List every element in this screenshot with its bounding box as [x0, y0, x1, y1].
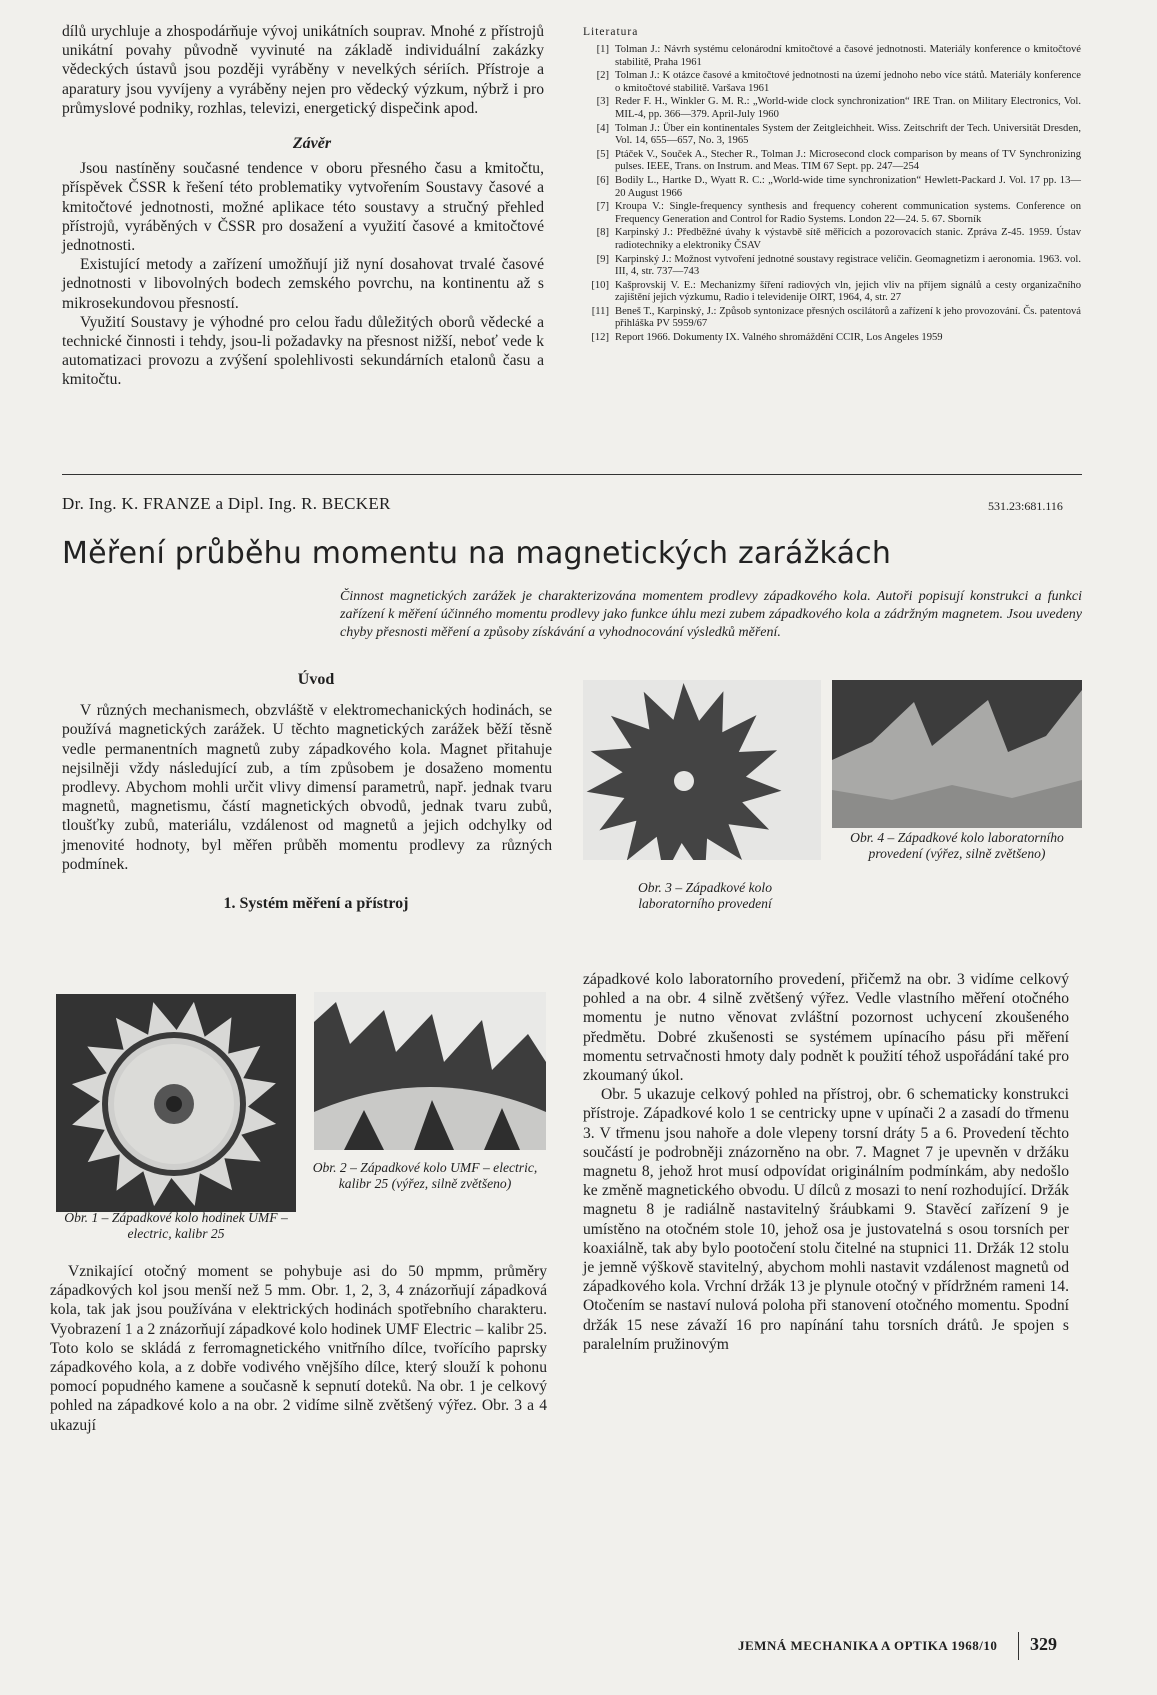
literature-item-text: Ptáček V., Souček A., Stecher R., Tolman J.: Microsecond clock comparison by means of TV Synchronizing pulses. IEEE, Trans. on Instrum. and Meas. TIM 67 Sept. pp. 247—254	[615, 148, 1081, 173]
literature-item	[583, 201, 1081, 226]
right-paragraph-1: západkové kolo laboratorního provedení, přičemž na obr. 3 vidíme celkový pohled a na obr. 4 silně zvětšený výřez. Vedle vlastního měření otočného momentu je nutno věnovat zvláštní pozornost uchycení zkoušeného předmětu. Dobré zkušenosti se systémem upínacího pásu při měření momentu setrvačnosti hmoty daly podnět k použití téhož uspořádání také pro zkoumaný úkol.	[583, 971, 1069, 1085]
literature-list	[583, 44, 1081, 345]
literature-item-number: [4]	[596, 122, 609, 134]
literature-item-text: Tolman J.: K otázce časové a kmitočtové jednotnosti na území jednoho nebo více států. Materiály konference o kmitočtové stabilitě. Varšava 1961	[615, 70, 1081, 94]
literature-item-text: Karpinský J.: Možnost vytvoření jednotné soustavy registrace veličin. Geomagnetizm i aeronomia. 1963. vol. III, 4, str. 737—743	[615, 253, 1081, 278]
left-bottom-paragraph: Vznikající otočný moment se pohybuje asi do 50 mpmm, průměry západkových kol jsou menší než 5 mm. Obr. 1, 2, 3, 4 znázorňují západková kola, tak jak jsou používána v elektrických hodinách spotřebního charakteru. Vyobrazení 1 a 2 znázorňují západkové kolo hodinek UMF Electric – kalibr 25. Toto kolo se skládá z ferromagnetického vnitřního dílce, tvořícího paprsky západkového kola, a z dobře vodivého vnějšího dílce, který slouží k pohonu pomocí popudného kamene a současně k sepnutí doteků. Na obr. 1 je celkový pohled na západkové kolo a na obr. 2 vidíme silně zvětšený výřez. Obr. 3 a 4 ukazují	[50, 1263, 547, 1434]
page-number: 329	[1030, 1634, 1057, 1654]
continuation-paragraph: dílů urychluje a zhospodárňuje vývoj unikátních souprav. Mnohé z přístrojů unikátní povahy původně vyvinuté na základě individuální zakázky vědeckých ústavů jsou později vyráběny v nevelkých sériích. Přístroje a aparatury jsou vyvíjeny a vyráběny nejen pro vědecký výzkum, nýbrž i pro průmyslové podniky, rozhlas, televizi, energetický dispečink apod.	[62, 23, 544, 117]
literature-section	[583, 26, 1081, 346]
article-abstract: Činnost magnetických zarážek je charakterizována momentem prodlevy západkového kola. Autoři popisují konstrukci a funkci zařízení k měření účinného momentu prodlevy jako funkce úhlu mezi zubem západkového kola a zádržným magnetem. Jsou uvedeny chyby přesnosti měření a způsoby získávání a vyhodnocování výsledků měření.	[340, 589, 1082, 640]
literature-item-number: [6]	[596, 174, 609, 186]
literature-item-number: [3]	[596, 96, 609, 108]
figure-1-photo	[56, 994, 296, 1212]
literature-item	[583, 280, 1081, 305]
literature-item	[583, 96, 1081, 121]
literature-item-text: Tolman J.: Návrh systému celonárodní kmitočtové a časové jednotnosti. Materiály konference o kmitočtové stabilitě, Praha 1961	[615, 44, 1081, 68]
literature-item-text: Beneš T., Karpinský, J.: Způsob syntonizace přesných oscilátorů a zařízení k jeho provozování. Čs. patentová přihláška PV 5959/67	[615, 305, 1081, 330]
lab-ratchet-wheel-image	[583, 680, 821, 860]
udc-code: 531.23:681.116	[988, 499, 1063, 513]
right-paragraph-2: Obr. 5 ukazuje celkový pohled na přístroj, obr. 6 schematicky konstrukci přístroje. Západkové kolo 1 se centricky upne v upínači 2 a zasadí do třmenu 3. V třmenu jsou nahoře a dole vlepeny torsní dráty 5 a 6. Provedení těchto součástí je podrobněji znázorněno na obr. 7. Magnet 7 je upevněn v držáku magnetu 8, jehož hrot musí odpovídat originálním podmínkám, aby nedošlo ke změně magnetického obvodu. U dílců z mosazi to není rozhodující. Držák magnetu 8 je radiálně nastavitelný šráubkami 9. Stavěcí zařízení 9 je umístěno na otočném stole 10, jehož osa je justovatelná s osou torsních per koaxiálně, tak aby bylo pootočení stolu čitelné na stupnici 11. Držák 12 stolu je jemně výškově stavitelný, abychom mohli nastavit vzdálenost magnetů od západkového kola. Vrchní držák 13 je plynule otočný v přídržném rameni 14. Otočením se nastaví nulová poloha při stanovení otočného momentu. Spodní držák 15 nese závaží 16 pro napínání tahu torsních drátů. Je spojen s paralelním pružinovým	[583, 1086, 1069, 1353]
figure-3-photo	[583, 680, 821, 860]
footer-divider	[1018, 1632, 1019, 1660]
literature-title: Literatura	[583, 26, 639, 38]
literature-item	[583, 44, 1081, 69]
figure-2-caption: Obr. 2 – Západkové kolo UMF – electric, kalibr 25 (výřez, silně zvětšeno)	[312, 1160, 538, 1191]
conclusion-paragraph-3: Využití Soustavy je výhodné pro celou řadu důležitých oborů vědecké a technické činnosti i tehdy, jsou-li požadavky na přesnost nižší, neboť vede k automatizaci provozu a zvýšení spolehlivosti sekundárních etalonů času a kmitočtu.	[62, 313, 544, 389]
literature-item-number: [5]	[596, 148, 609, 160]
literature-item	[583, 254, 1081, 279]
section1-heading: 1. Systém měření a přístroj	[223, 895, 409, 913]
section-divider	[62, 474, 1082, 475]
article-title: Měření průběhu momentu na magnetických zarážkách	[62, 536, 892, 571]
literature-item-number: [9]	[596, 253, 609, 265]
previous-article-ending	[62, 22, 544, 390]
literature-item-number: [7]	[596, 201, 609, 213]
conclusion-paragraph-2: Existující metody a zařízení umožňují již nyní dosahovat trvalé časové jednotnosti v libovolných bodech zemského povrchu, na kontinentu až s mikrosekundovou přesností.	[62, 256, 544, 312]
literature-item	[583, 227, 1081, 252]
figure-1-caption: Obr. 1 – Západkové kolo hodinek UMF – electric, kalibr 25	[64, 1210, 288, 1241]
literature-item-text: Kašprovskij V. E.: Mechanizmy šíření radiových vln, jejich vliv na příjem signálů a cesty organizačního zajištění jejich výzkumu, Radio i televidenije OIRT, 1964, 4, str. 27	[615, 279, 1081, 304]
literature-item-text: Karpinský J.: Předběžné úvahy k výstavbě sítě měřicích a pozorovacích stanic. Zpráva Z-45. 1959. Ústav radiotechniky a elektroniky ČSAV	[615, 227, 1081, 251]
intro-heading: Úvod	[297, 671, 335, 688]
article-authors: Dr. Ing. K. FRANZE a Dipl. Ing. R. BECKER	[62, 494, 391, 513]
lab-ratchet-detail-image	[832, 680, 1082, 828]
figure-4-caption: Obr. 4 – Západkové kolo laboratorního provedení (výřez, silně zvětšeno)	[850, 830, 1064, 861]
literature-item-number: [11]	[591, 305, 609, 317]
literature-item-number: [10]	[591, 279, 609, 291]
figure-3-caption: Obr. 3 – Západkové kolo laboratorního provedení	[637, 880, 773, 911]
literature-item	[583, 123, 1081, 148]
ratchet-detail-image	[314, 992, 546, 1150]
conclusion-paragraph-1: Jsou nastíněny současné tendence v oboru přesného času a kmitočtu, příspěvek ČSSR k řešení této problematiky vytvořením Soustavy časové a kmitočtové jednotnosti, možné aplikace této soustavy a stručný přehled přístrojů, vyráběných v ČSSR pro dosažení a využití časové a kmitočtové jednotnosti.	[62, 160, 544, 255]
literature-item-number: [1]	[596, 44, 609, 55]
literature-item-text: Reder F. H., Winkler G. M. R.: „World-wide clock synchronization“ IRE Tran. on Military Electronics, Vol. MIL-4, pp. 366—379. April-July 1960	[615, 96, 1081, 120]
literature-item-text: Bodily L., Hartke D., Wyatt R. C.: „World-wide time synchronization“ Hewlett-Packard J. Vol. 17 pp. 13—20 August 1966	[615, 174, 1081, 199]
introduction-section	[62, 670, 552, 913]
literature-item	[583, 332, 1081, 345]
literature-item-text: Kroupa V.: Single-frequency synthesis and frequency coherent communication systems. Conference on Frequency Generation and Control for Radio Systems. London 22—24. 5. 67. Sborník	[615, 201, 1081, 225]
literature-item	[583, 149, 1081, 174]
literature-item	[583, 306, 1081, 331]
literature-item-text: Report 1966. Dokumenty IX. Valného shromáždění CCIR, Los Angeles 1959	[615, 332, 943, 344]
ratchet-wheel-image	[56, 994, 296, 1212]
literature-item	[583, 70, 1081, 95]
journal-footer: JEMNÁ MECHANIKA A OPTIKA 1968/10	[738, 1638, 998, 1653]
conclusion-heading: Závěr	[292, 135, 332, 153]
right-column-text	[583, 970, 1069, 1354]
literature-item-number: [8]	[596, 227, 609, 239]
literature-item-number: [12]	[591, 332, 609, 344]
literature-item	[583, 175, 1081, 200]
literature-item-number: [2]	[596, 70, 609, 82]
intro-paragraph: V různých mechanismech, obzvláště v elektromechanických hodinách, se používá magnetických zarážek. U těchto magnetických zarážek běží těsně vedle permanentních magnetů zuby západkového kola. Magnet přitahuje nejsilněji vždy následující zub, a tím způsobem je dosaženo momentu prodlevy. Abychom mohli určit vlivy dimensí parametrů, např. jednak tvaru magnetů, magnetismu, částí magnetických obvodů, jednak tvaru zubů, tloušťky zubů, materiálu, vzdálenost od magnetů a jejich odchylky od jmenovité hodnoty, byl měřen průběh momentu prodlevy za různých podmínek.	[62, 702, 552, 873]
left-bottom-text	[50, 1262, 547, 1435]
figure-4-photo	[832, 680, 1082, 828]
figure-2-photo	[314, 992, 546, 1150]
literature-item-text: Tolman J.: Über ein kontinentales System der Zeitgleichheit. Wiss. Zeitschrift der Tech. Universität Dresden, Vol. 14, 655—657, No. 3, 1965	[615, 122, 1081, 147]
